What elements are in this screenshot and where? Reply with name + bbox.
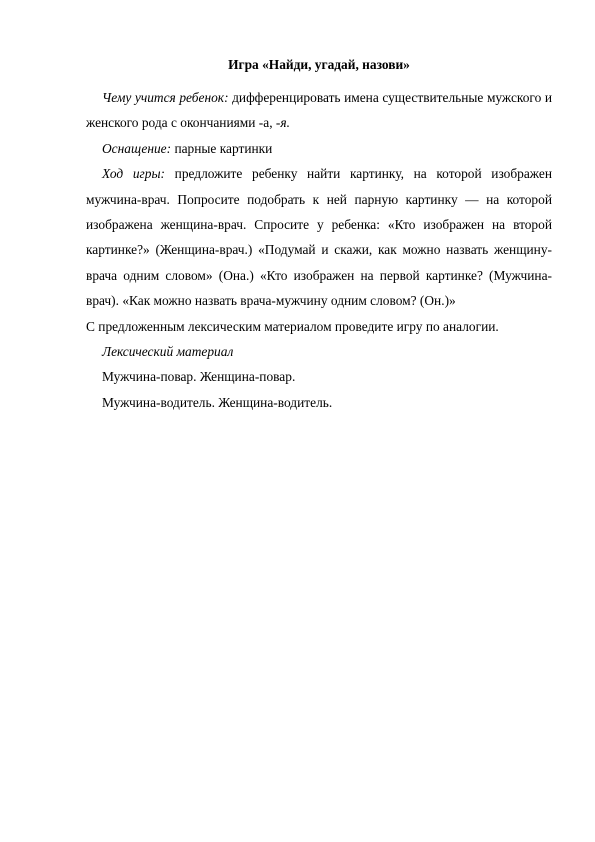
document-content: [86, 55, 552, 415]
equipment-text: парные картинки: [171, 140, 273, 156]
game-process-label: Ход игры:: [102, 166, 165, 182]
lexicon-heading: Лексический материал: [102, 344, 234, 360]
equipment-label: Оснащение:: [102, 140, 172, 156]
game-process-text: предложите ребенку найти картинку, на которой изображен мужчина-врач. Попросите подобрать к ней парную картинку — на которой изображена женщина-врач. Спросите у ребенка: «Кто изображен на второй картинке?» (Женщина-врач.) «Подумай и скажи, как можно назвать женщину-врача одним словом» (Она.) «Кто изображен на первой картинке? (Мужчина-врач). «Как можно назвать врача-мужчину одним словом? (Он.)»: [86, 166, 552, 309]
paragraph-instruction: С предложенным лексическим материалом проведите игру по аналогии.: [86, 318, 499, 334]
lexicon-item: Мужчина-повар. Женщина-повар.: [102, 369, 296, 385]
document-title: Игра «Найди, угадай, назови»: [228, 57, 410, 72]
paragraph-equipment: [86, 136, 552, 161]
goal-text: дифференцировать имена существительные мужского и женского рода с окончаниями -а,: [86, 90, 552, 131]
lexicon-item: Мужчина-водитель. Женщина-водитель.: [102, 394, 333, 410]
paragraph-goal: [86, 85, 552, 136]
paragraph-game-process: [86, 161, 552, 313]
goal-label: Чему учится ребенок:: [102, 90, 229, 105]
goal-ending: -я.: [275, 115, 290, 131]
